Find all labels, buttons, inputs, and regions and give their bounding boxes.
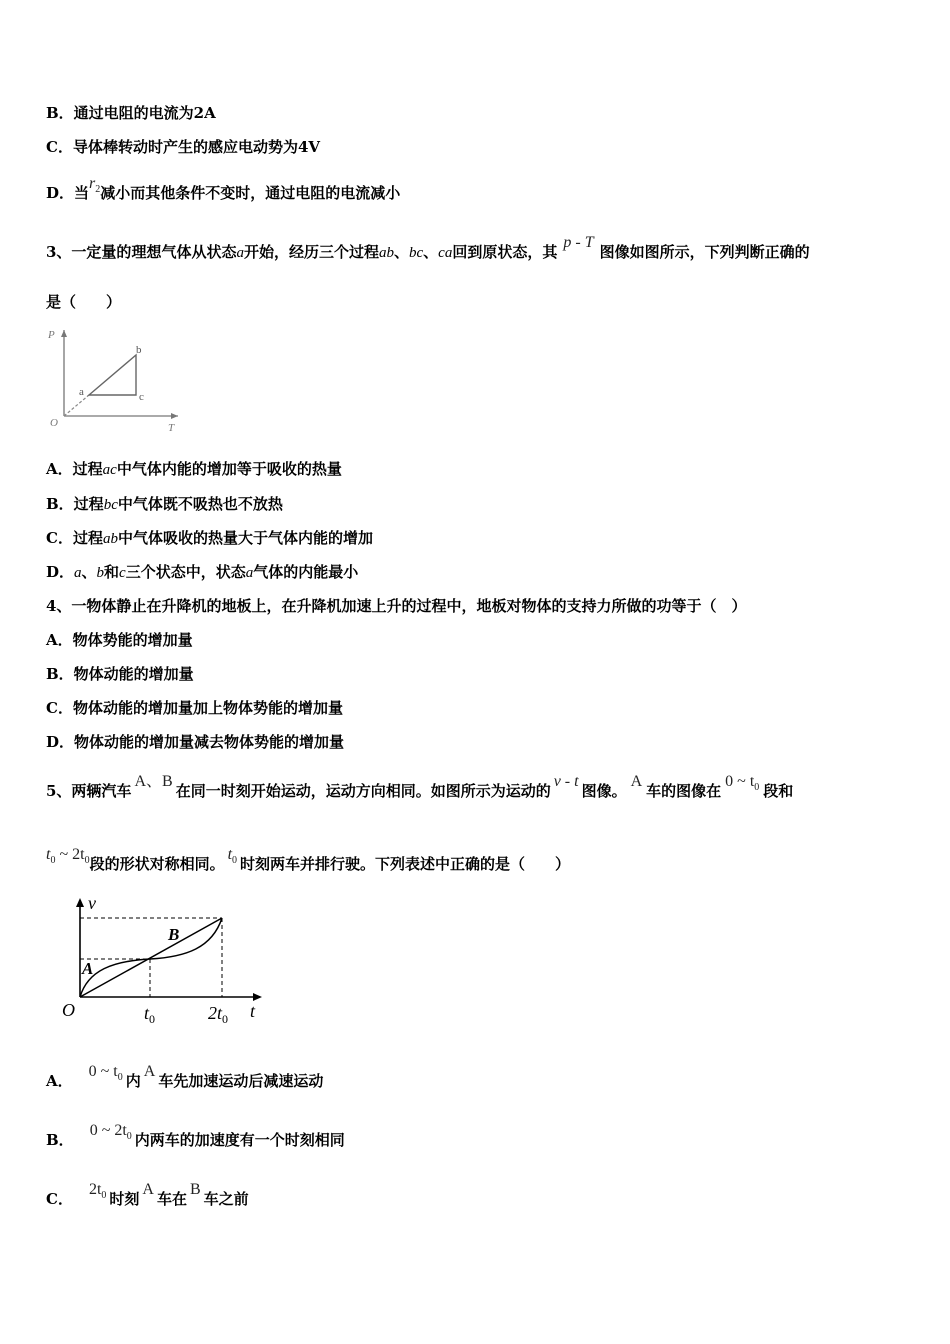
- q4-option-b: B．物体动能的增加量: [46, 665, 194, 683]
- point-c-label: c: [139, 391, 144, 403]
- q5-option-b: B．0 ~ $2t_0$ 内两车的加速度有一个时刻相同: [46, 1122, 345, 1149]
- q3-stem: 3、一定量的理想气体从状态a开始，经历三个过程ab、bc、ca回到原状态，其p - T图像如图所示，下列判断正确的: [46, 234, 810, 261]
- q3-option-a: A．过程ac中气体内能的增加等于吸收的热量: [46, 460, 342, 478]
- process-triangle: [89, 355, 136, 395]
- extension-dashed: [64, 395, 89, 416]
- q4-option-c: C．物体动能的增加量加上物体势能的增加量: [46, 699, 343, 717]
- q5-vt-graph: [58, 892, 270, 1027]
- tick-t0: $t_0$: [144, 1003, 156, 1026]
- q2-option-b: B．通过电阻的电流为2A: [46, 104, 216, 122]
- curve-a-label: A: [82, 959, 94, 978]
- q3-option-c: C．过程ab中气体吸收的热量大于气体内能的增加: [46, 529, 373, 547]
- origin-label: O: [62, 1000, 75, 1020]
- curve-b-label: B: [168, 925, 180, 944]
- t-axis-label: T: [168, 422, 175, 434]
- q4-option-a: A．物体势能的增加量: [46, 631, 193, 649]
- pt-symbol: p - T: [563, 234, 594, 251]
- r2-symbol: $r_2$: [89, 175, 101, 196]
- q4-option-d: D．物体动能的增加量减去物体势能的增加量: [46, 733, 345, 751]
- q3-option-b: B．过程bc中气体既不吸热也不放热: [46, 495, 283, 513]
- p-axis-label: P: [48, 329, 55, 341]
- q3-pt-graph: [44, 322, 184, 434]
- tick-2t0: $2t_0$: [208, 1003, 229, 1026]
- origin-label: O: [50, 417, 58, 429]
- q5-option-c: C．$2t_0$ 时刻A车在B车之前: [46, 1181, 249, 1208]
- q2-option-c: C．导体棒转动时产生的感应电动势为4V: [46, 138, 321, 156]
- q2-option-d: D．当$r_2$减小而其他条件不变时，通过电阻的电流减小: [46, 175, 401, 202]
- point-b-label: b: [136, 344, 142, 356]
- car-b-line: [80, 918, 222, 997]
- t-axis-label: t: [250, 1001, 256, 1021]
- q5-stem: 5、两辆汽车A、B在同一时刻开始运动，运动方向相同。如图所示为运动的v - t图像。A车的图像在0 ~ $t_0$ 段和: [46, 773, 794, 800]
- q5-stem-cont: $t_0$ ~ $2t_0$段的形状对称相同。$t_0$ 时刻两车并排行驶。下列表述中正确的是（ ）: [46, 846, 571, 873]
- point-a-label: a: [79, 386, 84, 398]
- q5-option-a: A．0 ~ $t_0$ 内A车先加速运动后减速运动: [46, 1063, 324, 1090]
- q3-stem-cont: 是（ ）: [46, 293, 122, 311]
- q3-option-d: D．a、b和c三个状态中，状态a气体的内能最小: [46, 563, 359, 581]
- v-axis-label: v: [88, 893, 96, 913]
- q4-stem: 4、一物体静止在升降机的地板上，在升降机加速上升的过程中，地板对物体的支持力所做的功等于（ ）: [46, 597, 747, 615]
